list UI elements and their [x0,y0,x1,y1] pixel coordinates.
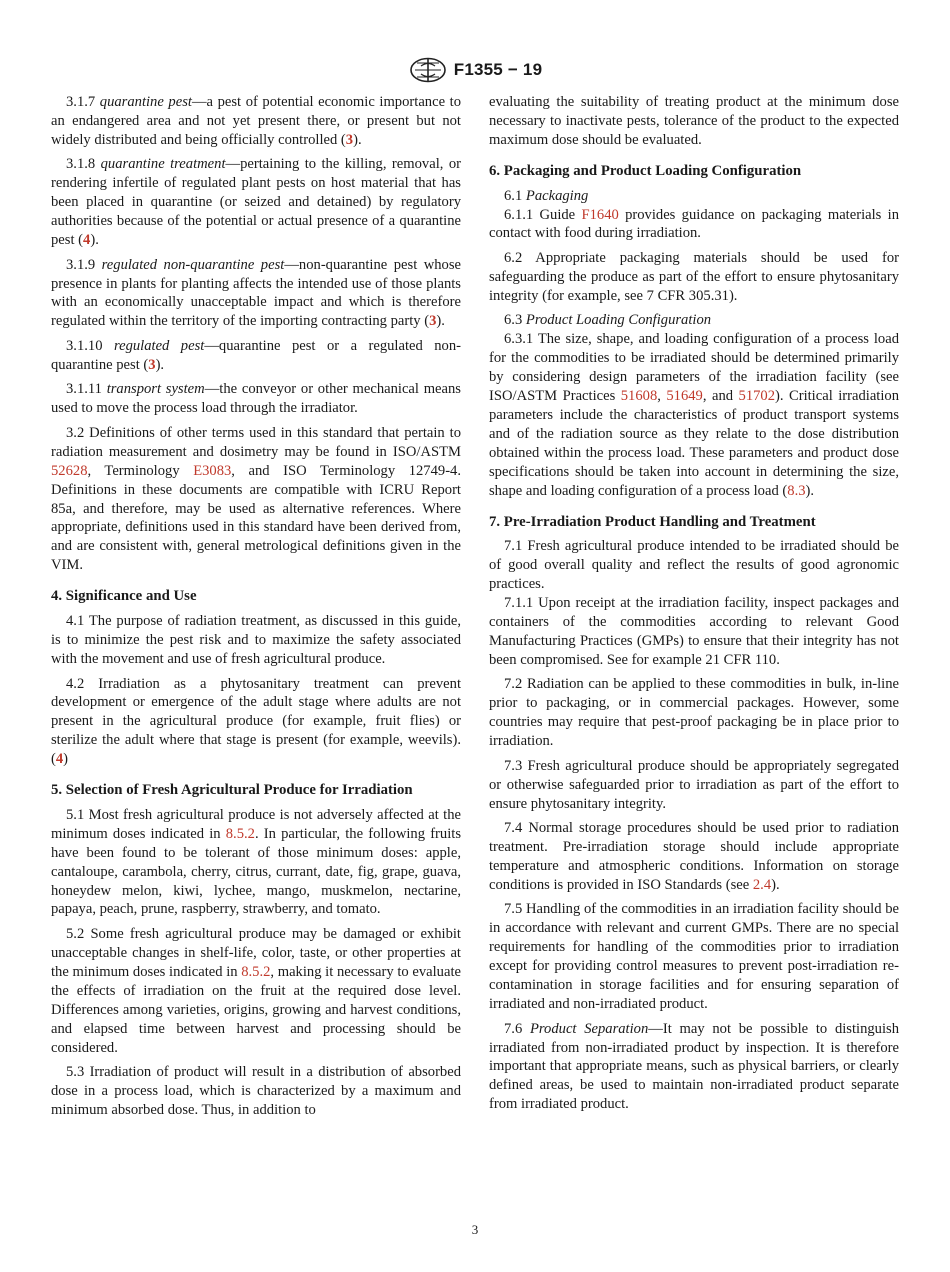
paragraph-5-2: 5.2 Some fresh agricultural produce may be damaged or exhibit unacceptable changes in shelf-life, color, taste, or other properties at the minimum doses indicated in 8.5.2, making it necessary to evaluate the effects of irradiation on the fruit at the required dose level. Differences among varieties, origins, growing and harvest conditions, and elapsed time between harvest and processing should be considered. [51,926,461,1056]
reference-citation-link[interactable]: 4 [55,751,64,768]
right-column [489,93,899,1120]
paragraph-7-5: 7.5 Handling of the commodities in an irradiation facility should be in accordance with relevant and current GMPs. There are no special requirements for handling of the commodities prior to irradiation except for providing control measures to prevent post-irradiation re-contamination in storage facilities and for ensuring separation of irradiated and non-irradiated product. [489,901,899,1012]
section-reference-link[interactable]: 8.3 [787,482,806,499]
paragraph-7-2: 7.2 Radiation can be applied to these commodities in bulk, in-line prior to packaging, or in commercial packages. However, some countries may require that pest-proof packaging be in place prior to irradiation. [489,676,899,750]
paragraph-7-1-1: 7.1.1 Upon receipt at the irradiation facility, inspect packages and containers of the commodities according to relevant Good Manufacturing Practices (GMPs) to ensure that their integrity has not been compromised. See for example 21 CFR 110. [489,595,899,668]
paragraph-3-2: 3.2 Definitions of other terms used in this standard that pertain to radiation measurement and dosimetry may be found in ISO/ASTM 52628, Terminology E3083, and ISO Terminology 12749-4. Definitions in these documents are compatible with ICRU Report 85a, and therefore, may be used as alternative references. Where appropriate, definitions used in this standard have been derived from, and are consistent with, general metrological definitions given in the VIM. [51,424,461,574]
paragraph-7-3: 7.3 Fresh agricultural produce should be appropriately segregated or otherwise safeguarded prior to irradiation as part of the effort to ensure phytosanitary integrity. [489,757,899,812]
section-heading-6: 6. Packaging and Product Loading Configuration [489,162,802,179]
definition-3-1-8: 3.1.8 quarantine treatment—pertaining to the killing, removal, or rendering infertile of regulated plant pests on host material that has been placed in quarantine (or seized and detained) by regulatory authorities because of the potential or actual presence of a quarantine pest (4). [51,156,461,249]
standard-reference-link[interactable]: 51649 [666,388,703,405]
astm-logo-icon [408,57,448,83]
definition-3-1-9: 3.1.9 regulated non-quarantine pest—non-quarantine pest whose presence in plants for planting affects the intended use of those plants with an economically unacceptable impact and which is therefore regulated within the territory of the importing contracting party (3). [51,256,462,330]
paragraph-7-6: 7.6 Product Separation—It may not be possible to distinguish irradiated from non-irradiated product by inspection. It is therefore important that appropriate means, such as physical barriers, or clearly defined areas, be used to maintain non-irradiated product separate from irradiated product. [489,1020,900,1113]
page-header [0,56,950,84]
definition-3-1-10: 3.1.10 regulated pest—quarantine pest or a regulated non-quarantine pest (3). [51,337,462,373]
defined-term: Product Separation [530,1020,649,1037]
section-reference-link[interactable]: 8.5.2 [241,963,271,980]
section-reference-link[interactable]: 2.4 [752,876,772,893]
standard-reference-link[interactable]: 51608 [620,388,658,405]
standard-reference-link[interactable]: F1640 [581,206,619,223]
definition-3-1-11: 3.1.11 transport system—the conveyor or other mechanical means used to move the process load through the irradiator. [51,381,461,417]
document-id: F1355 − 19 [453,60,543,79]
paragraph-5-3-continued: evaluating the suitability of treating product at the minimum dose necessary to inactivate pests, tolerance of the product to the expected maximum dose should be evaluated. [489,94,899,148]
reference-citation-link[interactable]: 4 [83,232,91,249]
paragraph-6-2: 6.2 Appropriate packaging materials should be used for safeguarding the produce as part of the effort to ensure phytosanitary integrity (for example, see 7 CFR 305.31). [489,250,899,304]
subsection-title-6-1: 6.1 Packaging [504,187,589,204]
defined-term: regulated pest [113,337,205,354]
section-heading-7: 7. Pre-Irradiation Product Handling and Treatment [489,513,816,530]
defined-term: quarantine pest [99,94,192,110]
section-reference-link[interactable]: 8.5.2 [225,825,255,842]
reference-citation-link[interactable]: 3 [148,356,156,373]
standard-reference-link[interactable]: 51702 [738,388,775,405]
paragraph-7-4: 7.4 Normal storage procedures should be used prior to radiation treatment. Pre-irradiation storage should include appropriate temperature and atmospheric conditions. Information on storage conditions is provided in ISO Standards (see 2.4). [489,820,899,893]
subsection-title-6-3: 6.3 Product Loading Configuration [504,312,712,329]
paragraph-4-1: 4.1 The purpose of radiation treatment, as discussed in this guide, is to minimize the pest risk and to maximize the safety associated with the movement and use of fresh agricultural produce. [51,613,461,667]
section-heading-5: 5. Selection of Fresh Agricultural Produce for Irradiation [51,782,413,799]
paragraph-6-1-1: 6.1.1 Guide F1640 provides guidance on packaging materials in contact with food during irradiation. [489,206,899,242]
reference-citation-link[interactable]: 3 [345,131,354,148]
defined-term: quarantine treatment [100,156,226,173]
standard-reference-link[interactable]: E3083 [193,462,232,479]
page-number: 3 [471,1222,479,1237]
paragraph-6-3-1: 6.3.1 The size, shape, and loading configuration of a process load for the commodities to be irradiated should be determined primarily by considering design parameters of the irradiation facility (see ISO/ASTM Practices 51608, 51649, and 51702). Critical irradiation parameters include the characteristics of product transport systems and of the radiation source as they relate to the dose distribution obtained within the process load. These parameters and product dose specifications should be taken into account in determining the size, shape and loading configuration of a process load (8.3). [489,331,900,499]
paragraph-5-3: 5.3 Irradiation of product will result in a distribution of absorbed dose in a process load, which is characterized by a maximum and minimum absorbed dose. Thus, in addition to [51,1064,461,1118]
paragraph-4-2: 4.2 Irradiation as a phytosanitary treatment can prevent development or emergence of the adult stage where adults are not present in the agricultural produce (for example, fruit flies) or sterilize the adult where that stage is present (for example, weevils). (4) [51,675,461,768]
defined-term: transport system [106,381,205,398]
defined-term: regulated non-quarantine pest [101,256,285,273]
paragraph-7-1: 7.1 Fresh agricultural produce intended to be irradiated should be of good overall quality and reflect the results of good agronomic practices. [489,538,899,593]
paragraph-5-1: 5.1 Most fresh agricultural produce is not adversely affected at the minimum doses indicated in 8.5.2. In particular, the following fruits have been found to be tolerant of those minimum doses: apple, cantaloupe, carambola, cherry, citrus, currant, date, fig, grape, guava, honeydew melon, kiwi, lychee, mango, muskmelon, nectarine, papaya, peach, prune, raspberry, strawberry, and tomato. [51,806,461,918]
left-column [51,93,461,1126]
reference-citation-link[interactable]: 3 [429,313,437,330]
definition-3-1-7: 3.1.7 quarantine pest—a pest of potential economic importance to an endangered area and not yet present there, or present but not widely distributed and being officially controlled (3). [51,94,461,148]
standard-reference-link[interactable]: 52628 [51,462,88,479]
section-heading-4: 4. Significance and Use [51,588,197,605]
